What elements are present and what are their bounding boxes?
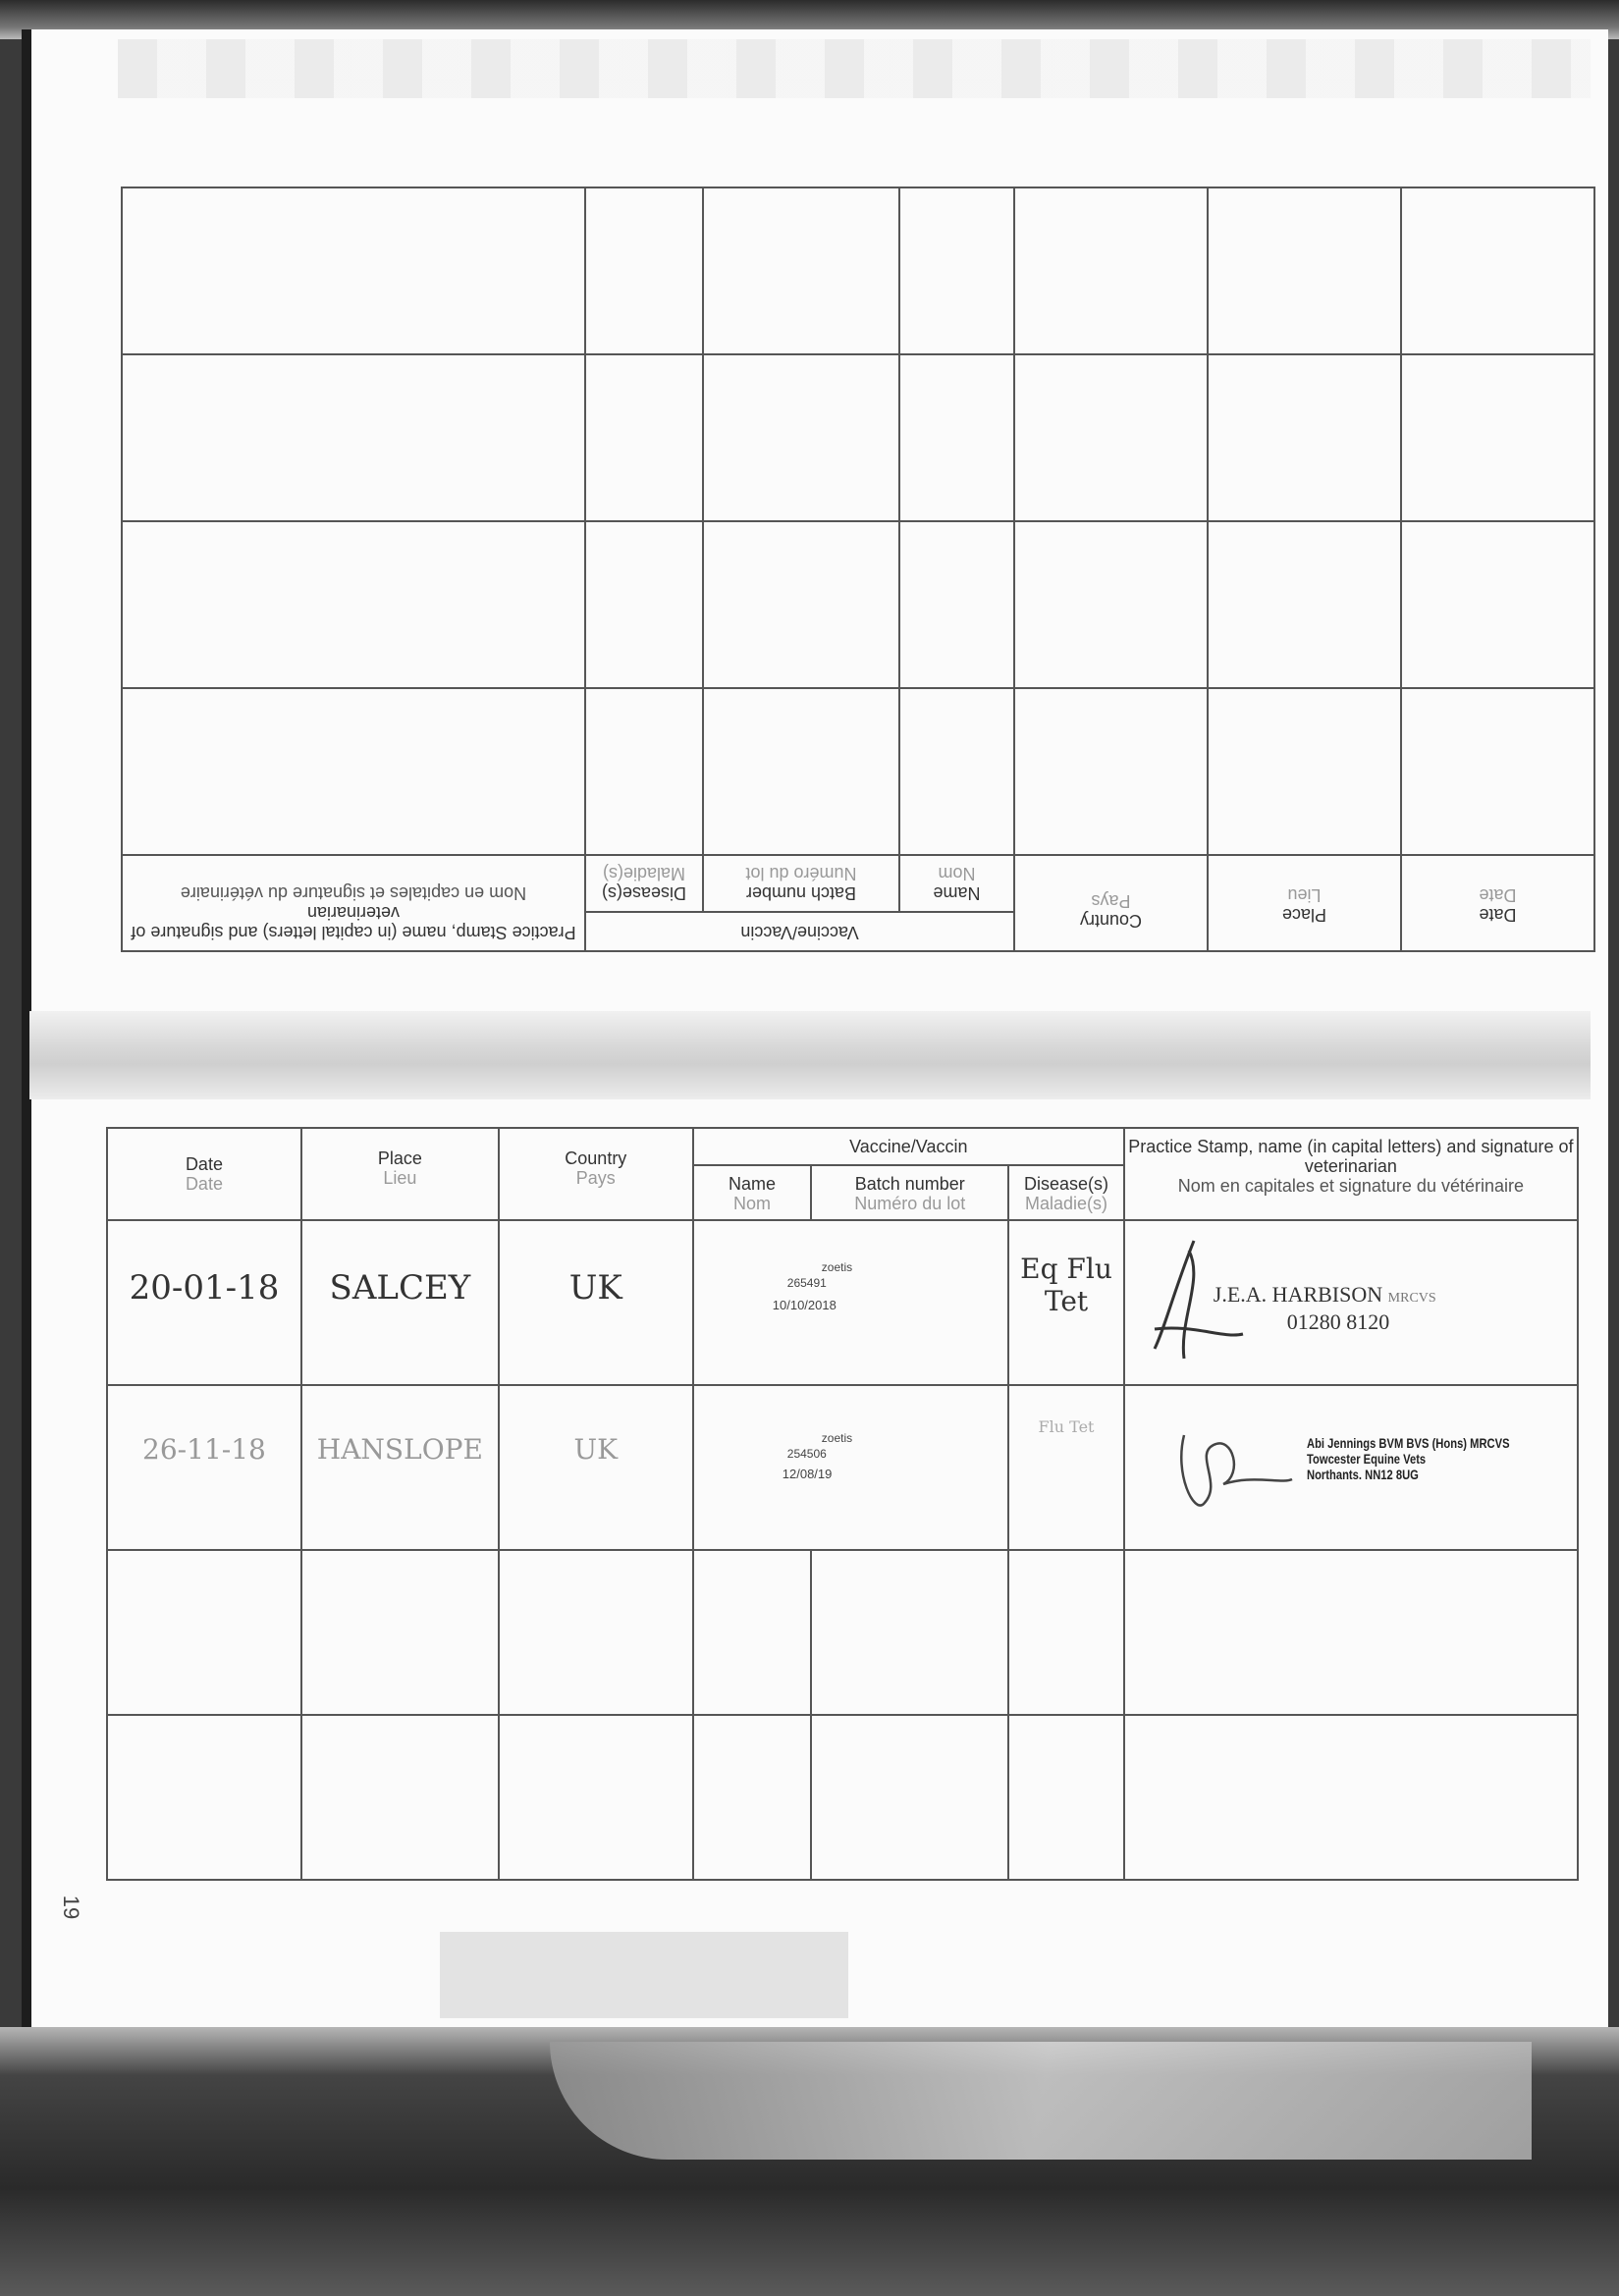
sticker-batch: 254506 — [786, 1447, 827, 1461]
practice-stamp — [1124, 1220, 1578, 1385]
page-fold-shadow — [29, 1011, 1591, 1099]
entry-disease: Eq Flu Tet — [1008, 1220, 1124, 1385]
table-row — [107, 1385, 1578, 1550]
entry-place: HANSLOPE — [301, 1385, 499, 1550]
vaccine-sticker — [693, 1220, 1008, 1385]
scan-bottom-highlight — [550, 2042, 1532, 2160]
header-country: Country Pays — [499, 1128, 693, 1220]
redaction-box — [440, 1932, 848, 2018]
header-batch: Batch number Numéro du lot — [811, 1165, 1008, 1220]
table-row — [107, 1220, 1578, 1385]
stamp-line2: Towcester Equine Vets — [1306, 1451, 1426, 1467]
stamp-phone: 01280 8120 — [1286, 1309, 1390, 1334]
page-number: 19 — [59, 1895, 84, 1920]
header-stamp: Practice Stamp, name (in capital letters) and signature of veterinarian Nom en capitales et signature du vétérinaire — [1124, 1128, 1578, 1220]
entry-disease: Flu Tet — [1008, 1385, 1124, 1550]
header-date: Date Date — [1401, 855, 1594, 951]
veterinarian-signature — [1135, 1231, 1253, 1388]
stamp-line1: Abi Jennings BVM BVS (Hons) MRCVS — [1306, 1435, 1510, 1451]
header-disease: Disease(s) Maladie(s) — [1008, 1165, 1124, 1220]
table-row — [107, 1550, 1578, 1715]
header-place: Place Lieu — [1208, 855, 1401, 951]
veterinarian-signature — [1164, 1415, 1302, 1533]
sticker-expiry: 12/08/19 — [782, 1467, 833, 1481]
header-date: Date Date — [107, 1128, 301, 1220]
vaccine-sticker — [693, 1385, 1008, 1550]
header-name: Name Nom — [899, 855, 1014, 912]
header-place: Place Lieu — [301, 1128, 499, 1220]
stamp-suffix: MRCVS — [1387, 1291, 1436, 1306]
sticker-brand: zoetis — [821, 1431, 853, 1445]
sticker-batch: 265491 — [786, 1276, 827, 1290]
scan-artifact-strip — [118, 39, 1591, 98]
entry-date: 20-01-18 — [107, 1220, 301, 1385]
entry-place: SALCEY — [301, 1220, 499, 1385]
header-batch: Batch number Numéro du lot — [703, 855, 899, 912]
header-vaccine: Vaccine/Vaccin — [693, 1128, 1124, 1165]
stamp-line3: Northants. NN12 8UG — [1306, 1467, 1419, 1482]
entry-date: 26-11-18 — [107, 1385, 301, 1550]
header-name: Name Nom — [693, 1165, 812, 1220]
vaccination-table — [106, 1127, 1579, 1881]
table-row — [107, 1715, 1578, 1880]
header-vaccine: Vaccine/Vaccin — [585, 912, 1014, 951]
sticker-expiry: 10/10/2018 — [772, 1298, 836, 1312]
practice-stamp — [1124, 1385, 1578, 1550]
header-country: Country Pays — [1014, 855, 1208, 951]
vaccination-table-upper — [121, 187, 1595, 952]
entry-country: UK — [499, 1220, 693, 1385]
sticker-brand: zoetis — [821, 1260, 853, 1274]
header-disease: Disease(s) Maladie(s) — [585, 855, 703, 912]
stamp-name: J.E.A. HARBISON — [1213, 1282, 1383, 1307]
entry-country: UK — [499, 1385, 693, 1550]
header-stamp: Practice Stamp, name (in capital letters) and signature of veterinarian Nom en capitales et signature du vétérinaire — [122, 855, 585, 951]
